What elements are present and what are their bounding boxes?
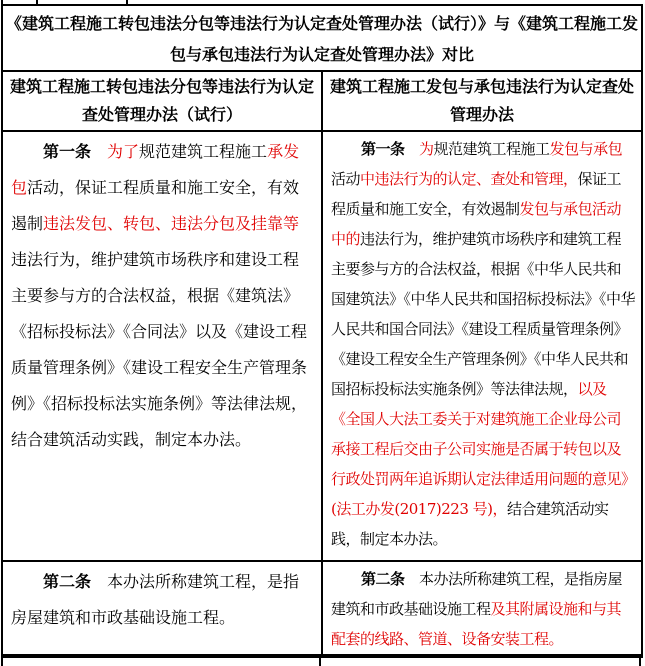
body-text (91, 142, 107, 161)
body-text: 活动 (331, 170, 361, 188)
article-2-left-paragraph (3, 562, 321, 636)
comparison-table (1, 4, 643, 658)
body-text: 规范建筑工程施工 (139, 142, 268, 161)
article-1-left-cell (3, 132, 323, 560)
body-text (405, 140, 420, 158)
highlighted-difference-text: 发包与承包活动中的 (331, 200, 622, 248)
table-border-fragment (319, 658, 321, 666)
highlighted-difference-text: 违法发包、转包、违法分包及挂靠等 (43, 214, 300, 233)
body-text: 结合建筑活动实践，制定本办法。 (331, 500, 609, 548)
body-text: 本办法所称建筑工程，是指房屋建筑和市政基础设施工程 (331, 570, 623, 618)
highlighted-difference-text: 为了 (107, 142, 140, 161)
body-text: 本办法所称建筑工程，是指房屋建筑和市政基础设施工程。 (11, 572, 300, 627)
article-number: 第二条 (43, 572, 92, 591)
highlighted-difference-text: 及其附属设施和与其配套的线路、管道、设备安装工程。 (331, 600, 622, 648)
column-header-left: 建筑工程施工转包违法分包等违法行为认定查处管理办法（试行） (3, 72, 323, 130)
body-text: 保证工程质量和施工安全，有效遏制 (331, 170, 622, 218)
body-text: 违法行为，维护建筑市场秩序和建筑工程主要参与方的合法权益，根据《中华人民共和国建筑法》《中华人民共和国招标投标法》《中华人民共和国合同法》《建设工程质量管理条例》《建设工程安全生产管理条例》《中华人民共和国招标投标法实施条例》等法律法规， (331, 230, 636, 398)
highlighted-difference-text: 以及《全国人大法工委关于对建筑施工企业母公司承接工程后交由子公司实施是否属于转包以及行政处罚两年追诉期认定法律适用问题的意见》(法工办发(2017)223 号)， (331, 380, 629, 518)
document-comparison-title: 《建筑工程施工转包违法分包等违法行为认定查处管理办法（试行）》与《建筑工程施工发包与承包违法行为认定查处管理办法》对比 (5, 14, 638, 64)
article-2-right-paragraph (323, 562, 641, 654)
body-text: 违法行为，维护建筑市场秩序和建设工程主要参与方的合法权益，根据《建筑法》《招标投标法》《合同法》以及《建设工程质量管理条例》《建设工程安全生产管理条例》《招标投标法实施条例》等法律法规，结合建筑活动实践，制定本办法。 (11, 250, 308, 449)
table-row-article-2 (3, 562, 641, 656)
article-number: 第二条 (361, 570, 405, 588)
table-header-row (3, 72, 641, 132)
table-border-fragment (1, 658, 3, 666)
highlighted-difference-text: 发包与承包 (549, 140, 623, 158)
body-text: 规范建筑工程施工 (433, 140, 550, 158)
article-2-left-cell (3, 562, 323, 654)
table-border-fragment (639, 658, 641, 666)
article-number: 第一条 (361, 140, 405, 158)
highlighted-difference-text: 为 (419, 140, 434, 158)
article-1-right-cell (323, 132, 641, 560)
table-title-row (3, 6, 641, 72)
article-1-right-paragraph (323, 132, 641, 554)
article-2-right-cell (323, 562, 641, 654)
article-1-left-paragraph (3, 132, 321, 458)
article-number: 第一条 (43, 142, 92, 161)
column-header-right: 建筑工程施工发包与承包违法行为认定查处管理办法 (329, 77, 634, 124)
table-row-article-1 (3, 132, 641, 562)
highlighted-difference-text: 中违法行为的认定、查处和管理， (360, 170, 578, 188)
highlighted-difference-text: 承发包 (11, 142, 300, 197)
body-text: 活动，保证工程质量和施工安全，有效遏制 (11, 178, 300, 233)
